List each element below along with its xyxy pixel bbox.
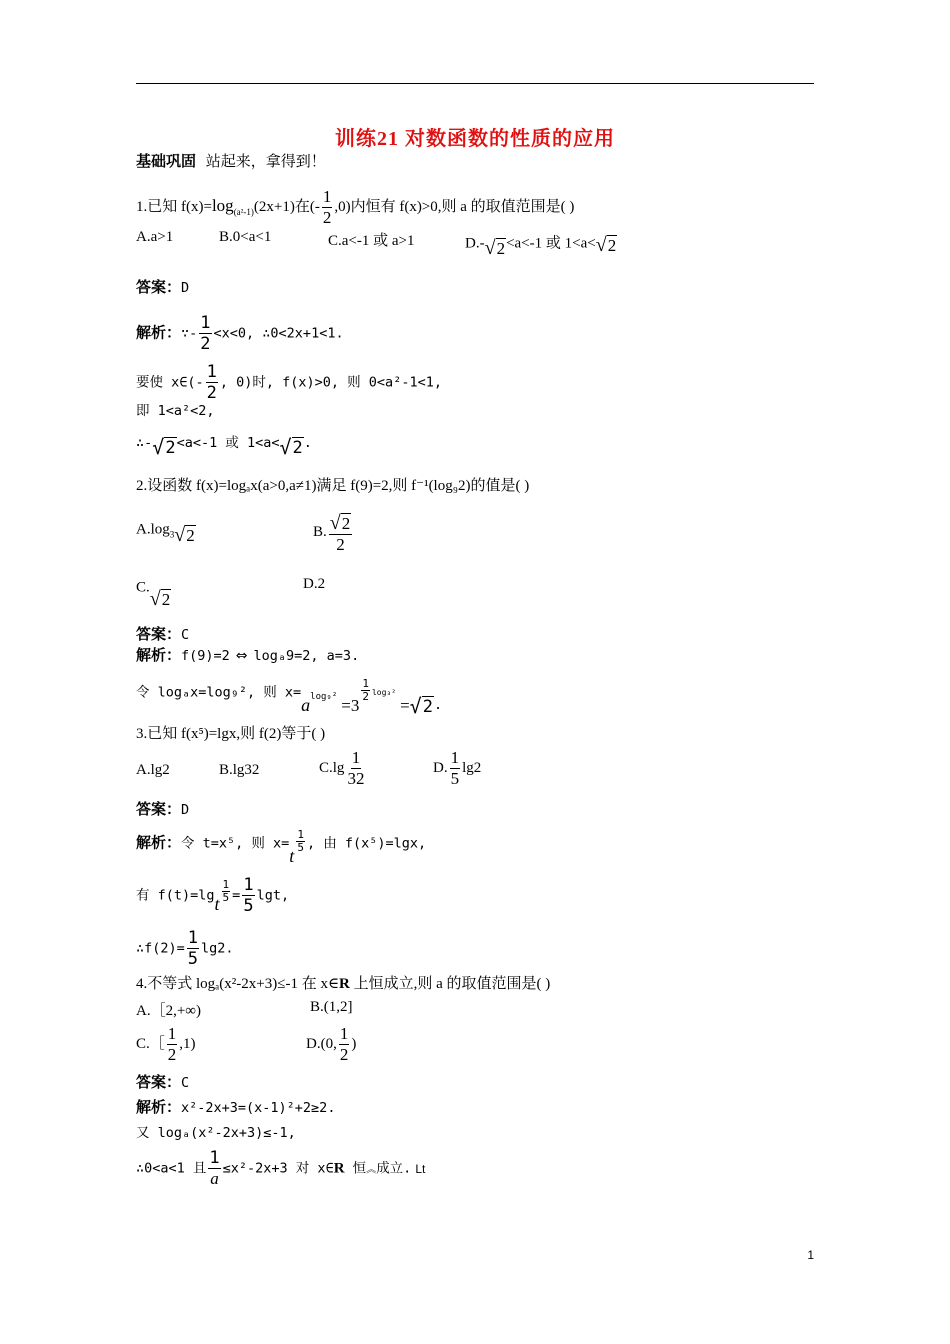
q4-option-a: A.［2,+∞) bbox=[136, 1003, 201, 1019]
q4-analysis-text: ≤x²-2x+3 对 x∈ bbox=[222, 1160, 334, 1177]
sqrt-value: 2 bbox=[186, 526, 195, 545]
frac-num: 1 bbox=[339, 1024, 349, 1043]
fraction bbox=[450, 748, 461, 789]
q4-analysis-text: 成立. bbox=[376, 1160, 412, 1177]
q2-answer bbox=[136, 625, 189, 645]
q3-analysis-1 bbox=[136, 828, 427, 866]
sqrt-2: √ 2 bbox=[409, 693, 433, 718]
q2-optb-text: B. bbox=[313, 523, 327, 540]
q4-optc-text: ,1) bbox=[179, 1035, 196, 1052]
frac-num: 1 bbox=[297, 828, 304, 841]
q1-answer bbox=[136, 278, 189, 298]
q1-analysis-text: . bbox=[303, 435, 312, 451]
sqrt-2: √ 2 bbox=[174, 524, 195, 546]
q4-real-set: R bbox=[339, 976, 350, 992]
q2-analysis-1 bbox=[136, 646, 359, 666]
q3-option-b: B.lg32 bbox=[219, 762, 260, 778]
frac-den: 5 bbox=[450, 769, 460, 788]
header-rule bbox=[136, 83, 814, 84]
frac-num: 1 bbox=[200, 313, 211, 333]
sqrt-2: √ 2 bbox=[279, 435, 303, 459]
q2-exp-log: log₃² bbox=[371, 687, 397, 697]
q1-analysis-text: , 0)时, f(x)>0, 则 0<a²-1<1, bbox=[219, 374, 442, 391]
q1-analysis-2 bbox=[136, 362, 442, 403]
q1-option-b: B.0<a<1 bbox=[219, 229, 272, 245]
equivalence-symbol: ⇔ bbox=[235, 648, 248, 664]
q2-analysis-text: . bbox=[433, 696, 443, 713]
q2-analysis-text: 令 logₐx=log₉², 则 x= bbox=[136, 684, 302, 701]
fraction bbox=[329, 510, 352, 555]
answer-value: D bbox=[181, 280, 190, 296]
section-label: 基础巩固 bbox=[136, 154, 197, 170]
q3-analysis-text: lg2. bbox=[201, 940, 234, 957]
question-4 bbox=[136, 974, 550, 994]
question-3: 3.已知 f(x⁵)=lgx,则 f(2)等于( ) bbox=[136, 726, 326, 742]
q1-analysis-text: <x<0, ∴0<2x+1<1. bbox=[213, 325, 344, 342]
q4-option-d bbox=[306, 1024, 356, 1065]
q3-optd-text: lg2 bbox=[462, 759, 482, 776]
fraction bbox=[296, 829, 305, 854]
q4-real-set: R bbox=[333, 1160, 345, 1177]
answer-label: 答案： bbox=[136, 1075, 182, 1091]
q4-optd-text: ) bbox=[351, 1035, 357, 1052]
q3-eq: = bbox=[232, 887, 241, 904]
q3-analysis-text: 有 f(t)=lg bbox=[136, 887, 215, 904]
frac-den: a bbox=[210, 1169, 219, 1188]
sqrt-2: √ 2 bbox=[484, 237, 506, 259]
frac-num: 1 bbox=[362, 677, 369, 690]
q3-option-d bbox=[433, 748, 481, 789]
q1-analysis-text: ∵- bbox=[181, 325, 198, 342]
sqrt-value: 2 bbox=[165, 438, 176, 458]
q2-eq: =3 bbox=[341, 695, 360, 715]
q3-analysis-2 bbox=[136, 875, 289, 916]
q1-frac-num: 1 bbox=[322, 187, 332, 206]
sqrt-2: √ 2 bbox=[149, 588, 171, 610]
q4-text: 4.不等式 logₐ(x²-2x+3)≤-1 在 x∈ bbox=[136, 976, 340, 992]
stray-mark: Lt bbox=[415, 1161, 426, 1176]
sqrt-value: 2 bbox=[422, 696, 433, 717]
q1-text: (2x+1)在(- bbox=[253, 198, 320, 215]
q4-analysis-3 bbox=[136, 1148, 425, 1189]
sqrt-2: √ 2 bbox=[595, 234, 617, 256]
frac-den: 5 bbox=[243, 896, 254, 916]
analysis-label: 解析： bbox=[136, 648, 182, 664]
q4-analysis-text: ∴0<a<1 且 bbox=[136, 1160, 207, 1177]
fraction bbox=[242, 875, 254, 916]
sqrt-2: √ 2 bbox=[329, 512, 351, 534]
q3-analysis-text: lgt, bbox=[256, 887, 290, 904]
q2-optc-text: C. bbox=[136, 579, 150, 596]
fraction bbox=[199, 313, 211, 354]
fraction bbox=[208, 1148, 220, 1189]
analysis-label: 解析： bbox=[136, 1100, 182, 1116]
question-1 bbox=[136, 187, 574, 228]
q3-power-base: t bbox=[289, 845, 295, 866]
answer-value: C bbox=[181, 627, 190, 643]
q1-text: 1.已知 f(x)= bbox=[136, 198, 212, 215]
q3-analysis-text: , 由 f(x⁵)=lgx, bbox=[306, 835, 427, 852]
q2-option-b bbox=[313, 510, 354, 555]
q1-optd-text: D.- bbox=[465, 235, 485, 252]
sqrt-value: 2 bbox=[496, 239, 506, 258]
page-number: 1 bbox=[807, 1248, 814, 1262]
q1-text: ,0)内恒有 f(x)>0,则 a 的取值范围是( ) bbox=[334, 198, 575, 215]
q4-analysis-text: x²-2x+3=(x-1)²+2≥2. bbox=[181, 1100, 336, 1116]
frac-den: 2 bbox=[336, 535, 345, 554]
q1-option-c: C.a<-1 或 a>1 bbox=[328, 233, 415, 249]
q1-analysis-text: ∴- bbox=[136, 435, 153, 451]
frac-num: 1 bbox=[222, 878, 230, 891]
q4-analysis-2: 又 logₐ(x²-2x+3)≤-1, bbox=[136, 1125, 296, 1141]
fraction bbox=[206, 362, 218, 403]
sqrt-value: 2 bbox=[292, 438, 303, 458]
q4-option-c bbox=[136, 1024, 196, 1065]
frac-den: 5 bbox=[187, 949, 199, 969]
frac-num: 1 bbox=[450, 748, 460, 767]
q3-optc-text: C.lg bbox=[319, 759, 345, 776]
q2-option-a bbox=[136, 514, 196, 546]
q4-answer bbox=[136, 1073, 189, 1093]
q2-eq: = bbox=[400, 695, 410, 715]
q4-optd-text: D.(0, bbox=[306, 1035, 337, 1052]
frac-den: 5 bbox=[297, 841, 304, 854]
q2-option-d: D.2 bbox=[303, 576, 326, 592]
frac-den: 2 bbox=[362, 690, 369, 703]
caret-mark-icon: ︽ bbox=[366, 1164, 377, 1176]
q1-log: log bbox=[211, 195, 234, 215]
frac-den: 2 bbox=[339, 1045, 349, 1064]
q2-power-base: a bbox=[301, 694, 311, 715]
fraction bbox=[361, 678, 370, 703]
section-heading bbox=[136, 152, 326, 172]
q1-optd-text: <a<-1 或 1<a< bbox=[506, 235, 596, 252]
q3-analysis-text: 令 t=x⁵, 则 x= bbox=[181, 835, 290, 852]
answer-label: 答案： bbox=[136, 802, 182, 818]
q1-fraction bbox=[322, 187, 333, 228]
q3-analysis-text: ∴f(2)= bbox=[136, 940, 185, 957]
q4-analysis-1 bbox=[136, 1098, 335, 1118]
q2-option-c bbox=[136, 576, 171, 610]
frac-den: 2 bbox=[167, 1045, 177, 1064]
page-title: 训练21 对数函数的性质的应用 bbox=[335, 128, 615, 150]
frac-num: 1 bbox=[209, 1148, 220, 1168]
q2-analysis-text: f(9)=2 bbox=[181, 648, 230, 664]
q3-optd-text: D. bbox=[433, 759, 448, 776]
q2-analysis-text: logₐ9=2, a=3. bbox=[253, 648, 360, 664]
q3-analysis-3 bbox=[136, 928, 234, 969]
q1-analysis-text: 要使 x∈(- bbox=[136, 374, 204, 391]
analysis-label: 解析： bbox=[136, 835, 182, 852]
frac-num: 1 bbox=[206, 362, 217, 382]
sqrt-2: √ 2 bbox=[152, 435, 176, 459]
fraction bbox=[346, 748, 365, 789]
q1-analysis-4 bbox=[136, 428, 312, 458]
q1-option-a: A.a>1 bbox=[136, 229, 174, 245]
q4-analysis-text: 恒 bbox=[344, 1160, 367, 1177]
frac-num: 1 bbox=[167, 1024, 177, 1043]
frac-num: 1 bbox=[187, 928, 199, 948]
answer-value: D bbox=[181, 802, 190, 818]
section-slogan: 站起来，拿得到！ bbox=[205, 154, 326, 170]
question-2: 2.设函数 f(x)=logₐx(a>0,a≠1)满足 f(9)=2,则 f⁻¹(log₉2)的值是( ) bbox=[136, 478, 530, 494]
frac-den: 2 bbox=[200, 334, 211, 354]
fraction bbox=[339, 1024, 350, 1065]
fraction bbox=[222, 879, 231, 904]
frac-num: 1 bbox=[243, 875, 254, 895]
frac-den: 5 bbox=[222, 891, 230, 904]
q4-option-b: B.(1,2] bbox=[310, 999, 353, 1015]
sqrt-value: 2 bbox=[607, 236, 617, 255]
q3-option-c bbox=[319, 748, 367, 789]
q1-analysis-text: <a<-1 或 1<a< bbox=[176, 435, 280, 451]
answer-value: C bbox=[181, 1075, 190, 1091]
frac-den: 2 bbox=[206, 383, 217, 403]
analysis-label: 解析： bbox=[136, 325, 182, 342]
sqrt-value: 2 bbox=[161, 590, 171, 609]
frac-num bbox=[329, 510, 352, 535]
q2-opta-text: A.log bbox=[136, 521, 170, 538]
q1-analysis-3: 即 1<a²<2, bbox=[136, 403, 215, 419]
q2-analysis-2 bbox=[136, 677, 443, 718]
q4-text: 上恒成立,则 a 的取值范围是( ) bbox=[349, 976, 551, 992]
sqrt-value: 2 bbox=[341, 514, 351, 533]
q3-option-a: A.lg2 bbox=[136, 762, 170, 778]
fraction bbox=[167, 1024, 178, 1065]
q1-analysis-1 bbox=[136, 313, 344, 354]
q3-answer bbox=[136, 800, 189, 820]
answer-label: 答案： bbox=[136, 280, 182, 296]
q1-option-d bbox=[465, 229, 617, 259]
frac-den: 32 bbox=[347, 769, 365, 788]
frac-num: 1 bbox=[351, 748, 361, 767]
fraction bbox=[187, 928, 199, 969]
q4-optc-text: C.［ bbox=[136, 1035, 165, 1052]
q1-frac-den: 2 bbox=[322, 208, 332, 227]
q1-log-base: (a²-1) bbox=[233, 206, 254, 217]
answer-label: 答案： bbox=[136, 627, 182, 643]
q2-power-exp: log₉² bbox=[310, 691, 338, 702]
q2-opta-sub: 3 bbox=[169, 529, 175, 540]
q3-power-base: t bbox=[214, 893, 220, 914]
